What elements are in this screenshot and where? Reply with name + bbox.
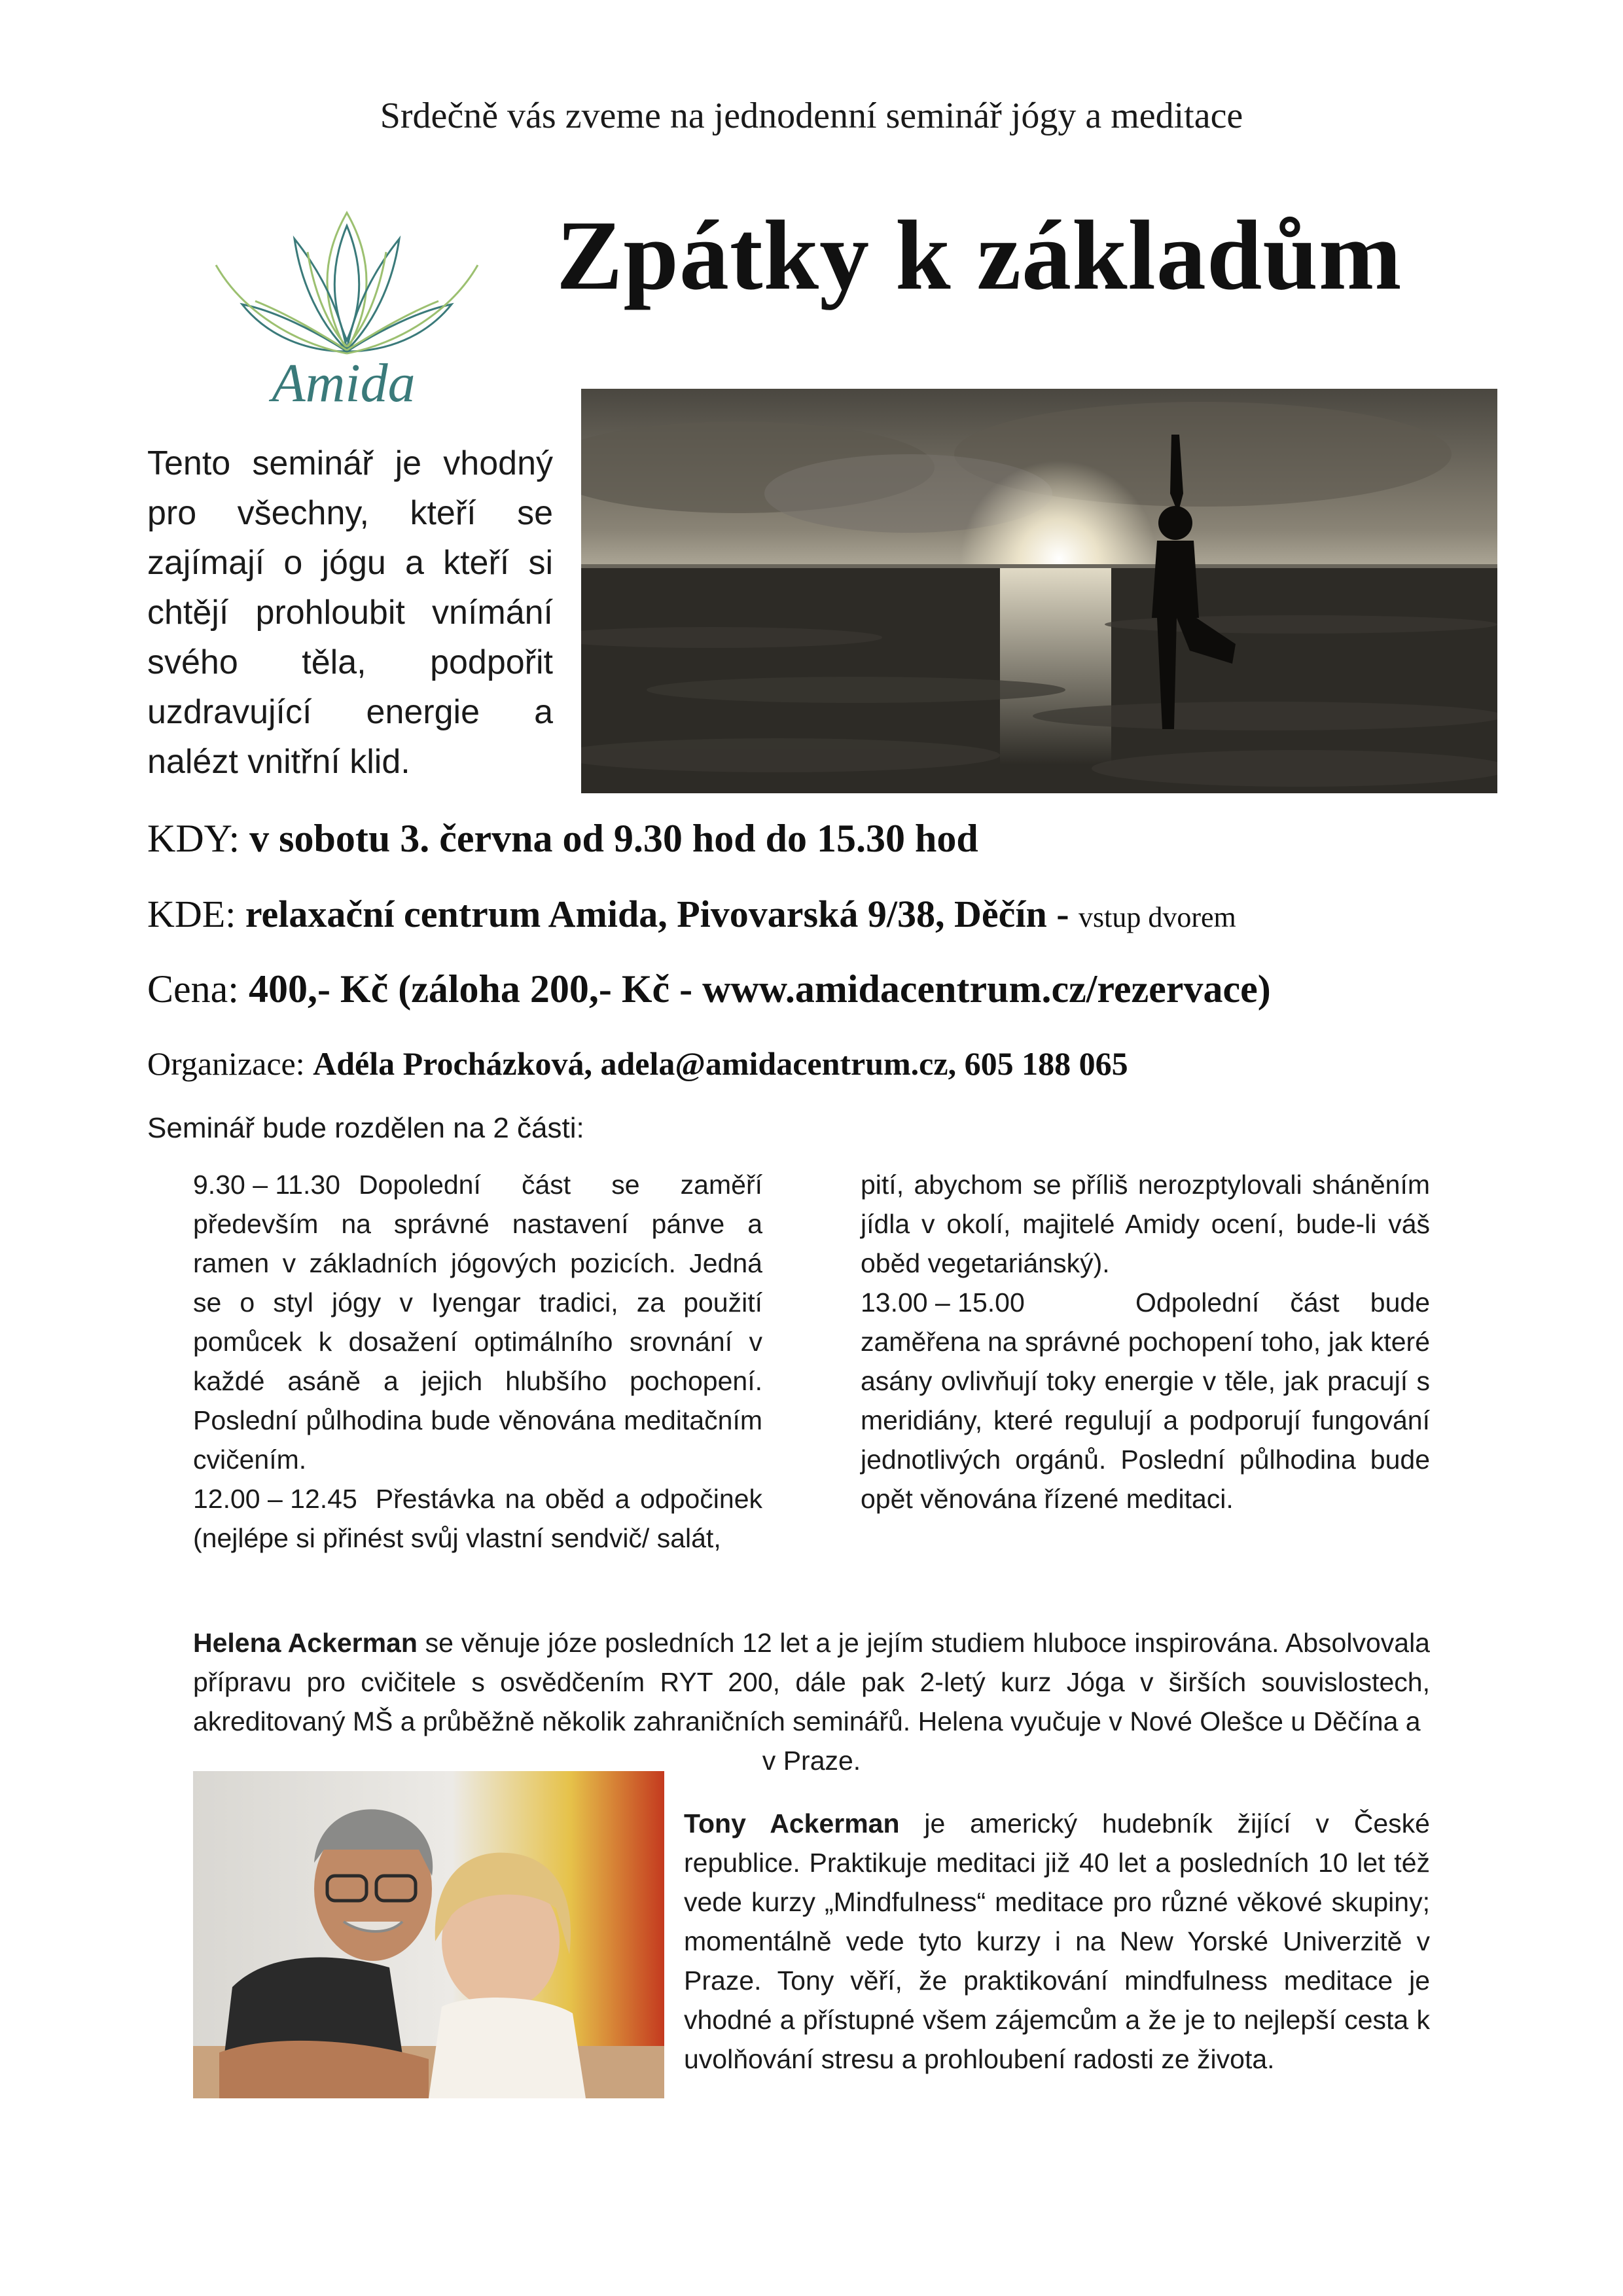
- bio-helena: [193, 1623, 1430, 1741]
- tony-text: je americký hudebník žijící v České republice. Praktikuje meditaci již 40 let a posledních 10 let též vede kurzy „Mindfulness“ meditace pro různé věkové skupiny; momentálně vede tyto kurzy i na New Yorské Univerzitě v Praze. Tony věří, že praktikování mindfulness meditace je vhodné a přístupné všem zájemcům a že je to nejlepší cesta k uvolňování stresu a prohloubení radosti ze života.: [684, 1808, 1430, 2074]
- org-label: Organizace:: [147, 1045, 305, 1082]
- parts-intro: Seminář bude rozdělen na 2 části:: [147, 1112, 584, 1144]
- yoga-sunset-photo: [581, 389, 1497, 793]
- cena-label: Cena:: [147, 967, 239, 1011]
- tony-name: Tony Ackerman: [684, 1808, 900, 1839]
- afternoon-block: [861, 1283, 1430, 1518]
- bio-tony: [684, 1804, 1430, 2079]
- lotus-icon: [203, 200, 491, 416]
- morning-block: [193, 1165, 762, 1479]
- info-kde: [147, 891, 1236, 941]
- info-organizace: [147, 1041, 1128, 1086]
- schedule-left-column: [193, 1165, 762, 1558]
- invitation-line: Srdečně vás zveme na jednodenní seminář jógy a meditace: [380, 96, 1243, 136]
- kde-note: vstup dvorem: [1079, 901, 1236, 933]
- info-kdy: [147, 816, 978, 861]
- intro-paragraph: Tento seminář je vhodný pro všechny, kteří se zajímají o jógu a kteří si chtějí prohloubit vnímání svého těla, podpořit uzdravující energie a nalézt vnitřní klid.: [147, 444, 553, 781]
- logo-text: Amida: [272, 353, 416, 414]
- cena-value: 400,- Kč (záloha 200,- Kč - www.amidacentrum.cz/rezervace): [248, 967, 1271, 1011]
- helena-name: Helena Ackerman: [193, 1628, 418, 1658]
- org-value: Adéla Procházková, adela@amidacentrum.cz, 605 188 065: [313, 1045, 1128, 1082]
- schedule-right-column: [861, 1165, 1430, 1518]
- info-cena: [147, 966, 1271, 1012]
- morning-time: 9.30 – 11.30: [193, 1170, 340, 1200]
- lunch-block-cont: pití, abychom se příliš nerozptylovali sháněním jídla v okolí, majitelé Amidy ocení, bude-li váš oběd vegetariánský).: [861, 1170, 1430, 1278]
- kdy-label: KDY:: [147, 817, 240, 860]
- kdy-value: v sobotu 3. června od 9.30 hod do 15.30 hod: [249, 817, 978, 860]
- bio-helena-tail: v Praze.: [762, 1746, 861, 1776]
- amida-logo: [203, 200, 491, 416]
- kde-value: relaxační centrum Amida, Pivovarská 9/38, Děčín -: [245, 893, 1069, 935]
- afternoon-time: 13.00 – 15.00: [861, 1287, 1025, 1318]
- afternoon-text: Odpolední část bude zaměřena na správné pochopení toho, jak které asány ovlivňují toky energie v těle, jak pracují s meridiány, které regulují a podporují fungování jednotlivých orgánů. Poslední půlhodina bude opět věnována řízené meditaci.: [861, 1287, 1430, 1514]
- lunch-block: [193, 1479, 762, 1558]
- lunch-text: Přestávka na oběd a odpočinek (nejlépe si přinést svůj vlastní sendvič/ salát,: [193, 1484, 762, 1553]
- helena-text: se věnuje józe posledních 12 let a je jejím studiem hluboce inspirována. Absolvovala přípravu pro cvičitele s osvědčením RYT 200, dále pak 2-letý kurz Jóga v širších souvislostech, akreditovaný MŠ a průběžně několik zahraničních seminářů. Helena vyučuje v Nové Olešce u Děčína a: [193, 1628, 1430, 1736]
- instructors-photo: [193, 1771, 664, 2098]
- kde-label: KDE:: [147, 893, 236, 935]
- morning-text: Dopolední část se zaměří především na správné nastavení pánve a ramen v základních jógových pozicích. Jedná se o styl jógy v Iyengar tradici, za použití pomůcek k dosažení optimálního srovnání v každé asáně a jejich hlubšího pochopení. Poslední půlhodina bude věnována meditačním cvičením.: [193, 1170, 762, 1475]
- page-title: Zpátky k základům: [556, 200, 1402, 310]
- lunch-time: 12.00 – 12.45: [193, 1484, 357, 1514]
